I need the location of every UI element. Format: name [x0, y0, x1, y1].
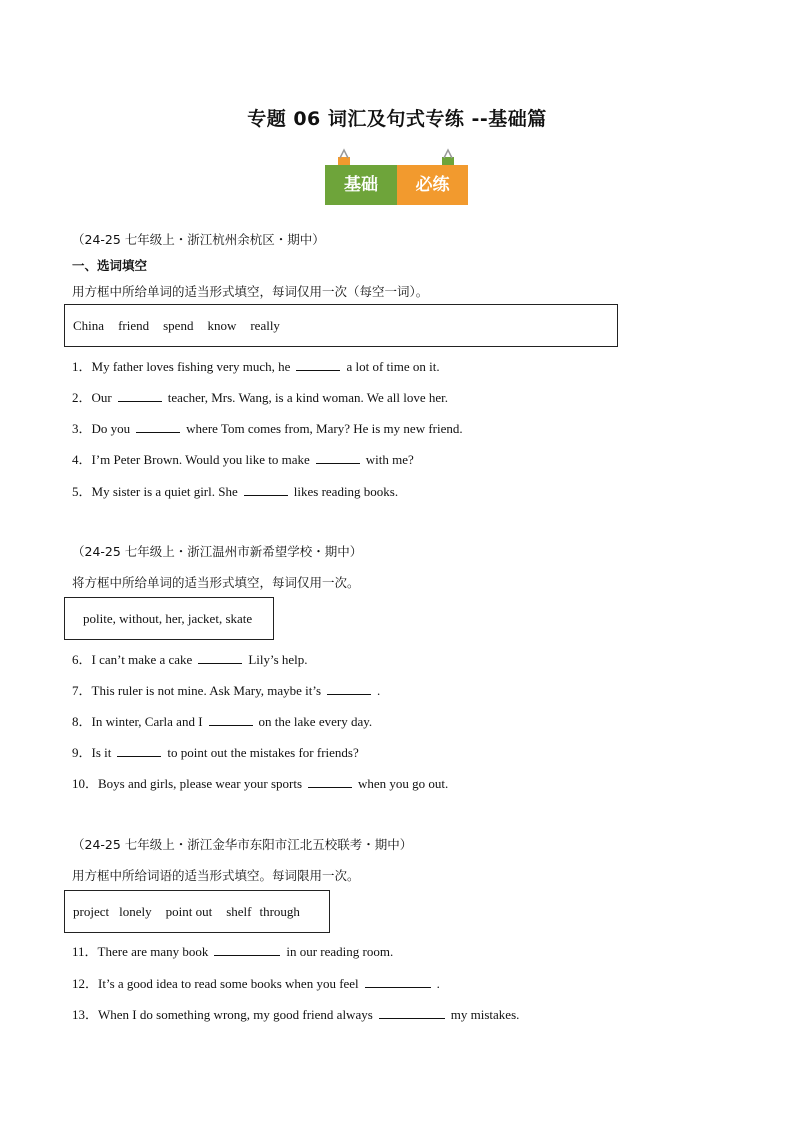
- word-bank-item: know: [207, 317, 237, 333]
- question: 7．This ruler is not mine. Ask Mary, maybe it’s .: [72, 683, 381, 698]
- question: 6．I can’t make a cake Lily’s help.: [72, 652, 308, 667]
- answer-blank[interactable]: [327, 682, 371, 695]
- answer-blank[interactable]: [379, 1006, 445, 1019]
- section-instruction: 用方框中所给单词的适当形式填空，每词仅用一次（每空一词）。: [72, 284, 429, 299]
- page-title: 专题 06 词汇及句式专练 --基础篇: [247, 108, 547, 130]
- question: 8．In winter, Carla and I on the lake every day.: [72, 714, 373, 729]
- word-bank-item: point out: [165, 903, 213, 919]
- word-bank-text: polite, without, her, jacket, skate: [83, 610, 253, 626]
- question: 10．Boys and girls, please wear your sports when you go out.: [72, 776, 449, 791]
- question: 2．Our teacher, Mrs. Wang, is a kind woman. We all love her.: [72, 390, 449, 405]
- word-bank-item: friend: [118, 317, 150, 333]
- question: 11．There are many book in our reading room.: [72, 944, 394, 959]
- word-bank-item: China: [73, 317, 105, 333]
- answer-blank[interactable]: [244, 483, 288, 496]
- word-bank-item: through: [259, 903, 300, 919]
- section-heading: 一、选词填空: [72, 258, 148, 273]
- answer-blank[interactable]: [296, 358, 340, 371]
- question: 13．When I do something wrong, my good friend always my mistakes.: [72, 1007, 520, 1022]
- word-bank: [64, 890, 330, 933]
- answer-blank[interactable]: [365, 975, 431, 988]
- word-bank: [64, 304, 618, 347]
- word-bank-item: lonely: [119, 903, 152, 919]
- section-instruction: 用方框中所给词语的适当形式填空。每词限用一次。: [72, 868, 360, 883]
- answer-blank[interactable]: [209, 713, 253, 726]
- answer-blank[interactable]: [198, 651, 242, 664]
- question: 12．It’s a good idea to read some books when you feel .: [72, 976, 440, 991]
- question: 9．Is it to point out the mistakes for friends?: [72, 745, 359, 760]
- word-bank-item: really: [250, 317, 280, 333]
- badge-left-label: 基础: [325, 165, 397, 205]
- answer-blank[interactable]: [118, 389, 162, 402]
- section-instruction: 将方框中所给单词的适当形式填空，每词仅用一次。: [72, 575, 360, 590]
- answer-blank[interactable]: [214, 943, 280, 956]
- question: 4．I’m Peter Brown. Would you like to make with me?: [72, 452, 414, 467]
- answer-blank[interactable]: [316, 451, 360, 464]
- word-bank-item: spend: [163, 317, 194, 333]
- section-source: （24-25 七年级上・浙江杭州余杭区・期中）: [72, 232, 325, 247]
- question: 5．My sister is a quiet girl. She likes reading books.: [72, 484, 399, 499]
- word-bank-item: shelf: [226, 903, 252, 919]
- word-bank: [64, 597, 274, 640]
- question: 1．My father loves fishing very much, he a lot of time on it.: [72, 359, 440, 374]
- answer-blank[interactable]: [308, 775, 352, 788]
- section-source: （24-25 七年级上・浙江温州市新希望学校・期中）: [72, 544, 363, 559]
- word-bank-item: project: [73, 903, 110, 919]
- badge-right-label: 必练: [397, 165, 468, 205]
- answer-blank[interactable]: [136, 420, 180, 433]
- answer-blank[interactable]: [117, 744, 161, 757]
- question: 3．Do you where Tom comes from, Mary? He is my new friend.: [72, 421, 463, 436]
- section-badge: [325, 148, 468, 208]
- section-source: （24-25 七年级上・浙江金华市东阳市江北五校联考・期中）: [72, 837, 413, 852]
